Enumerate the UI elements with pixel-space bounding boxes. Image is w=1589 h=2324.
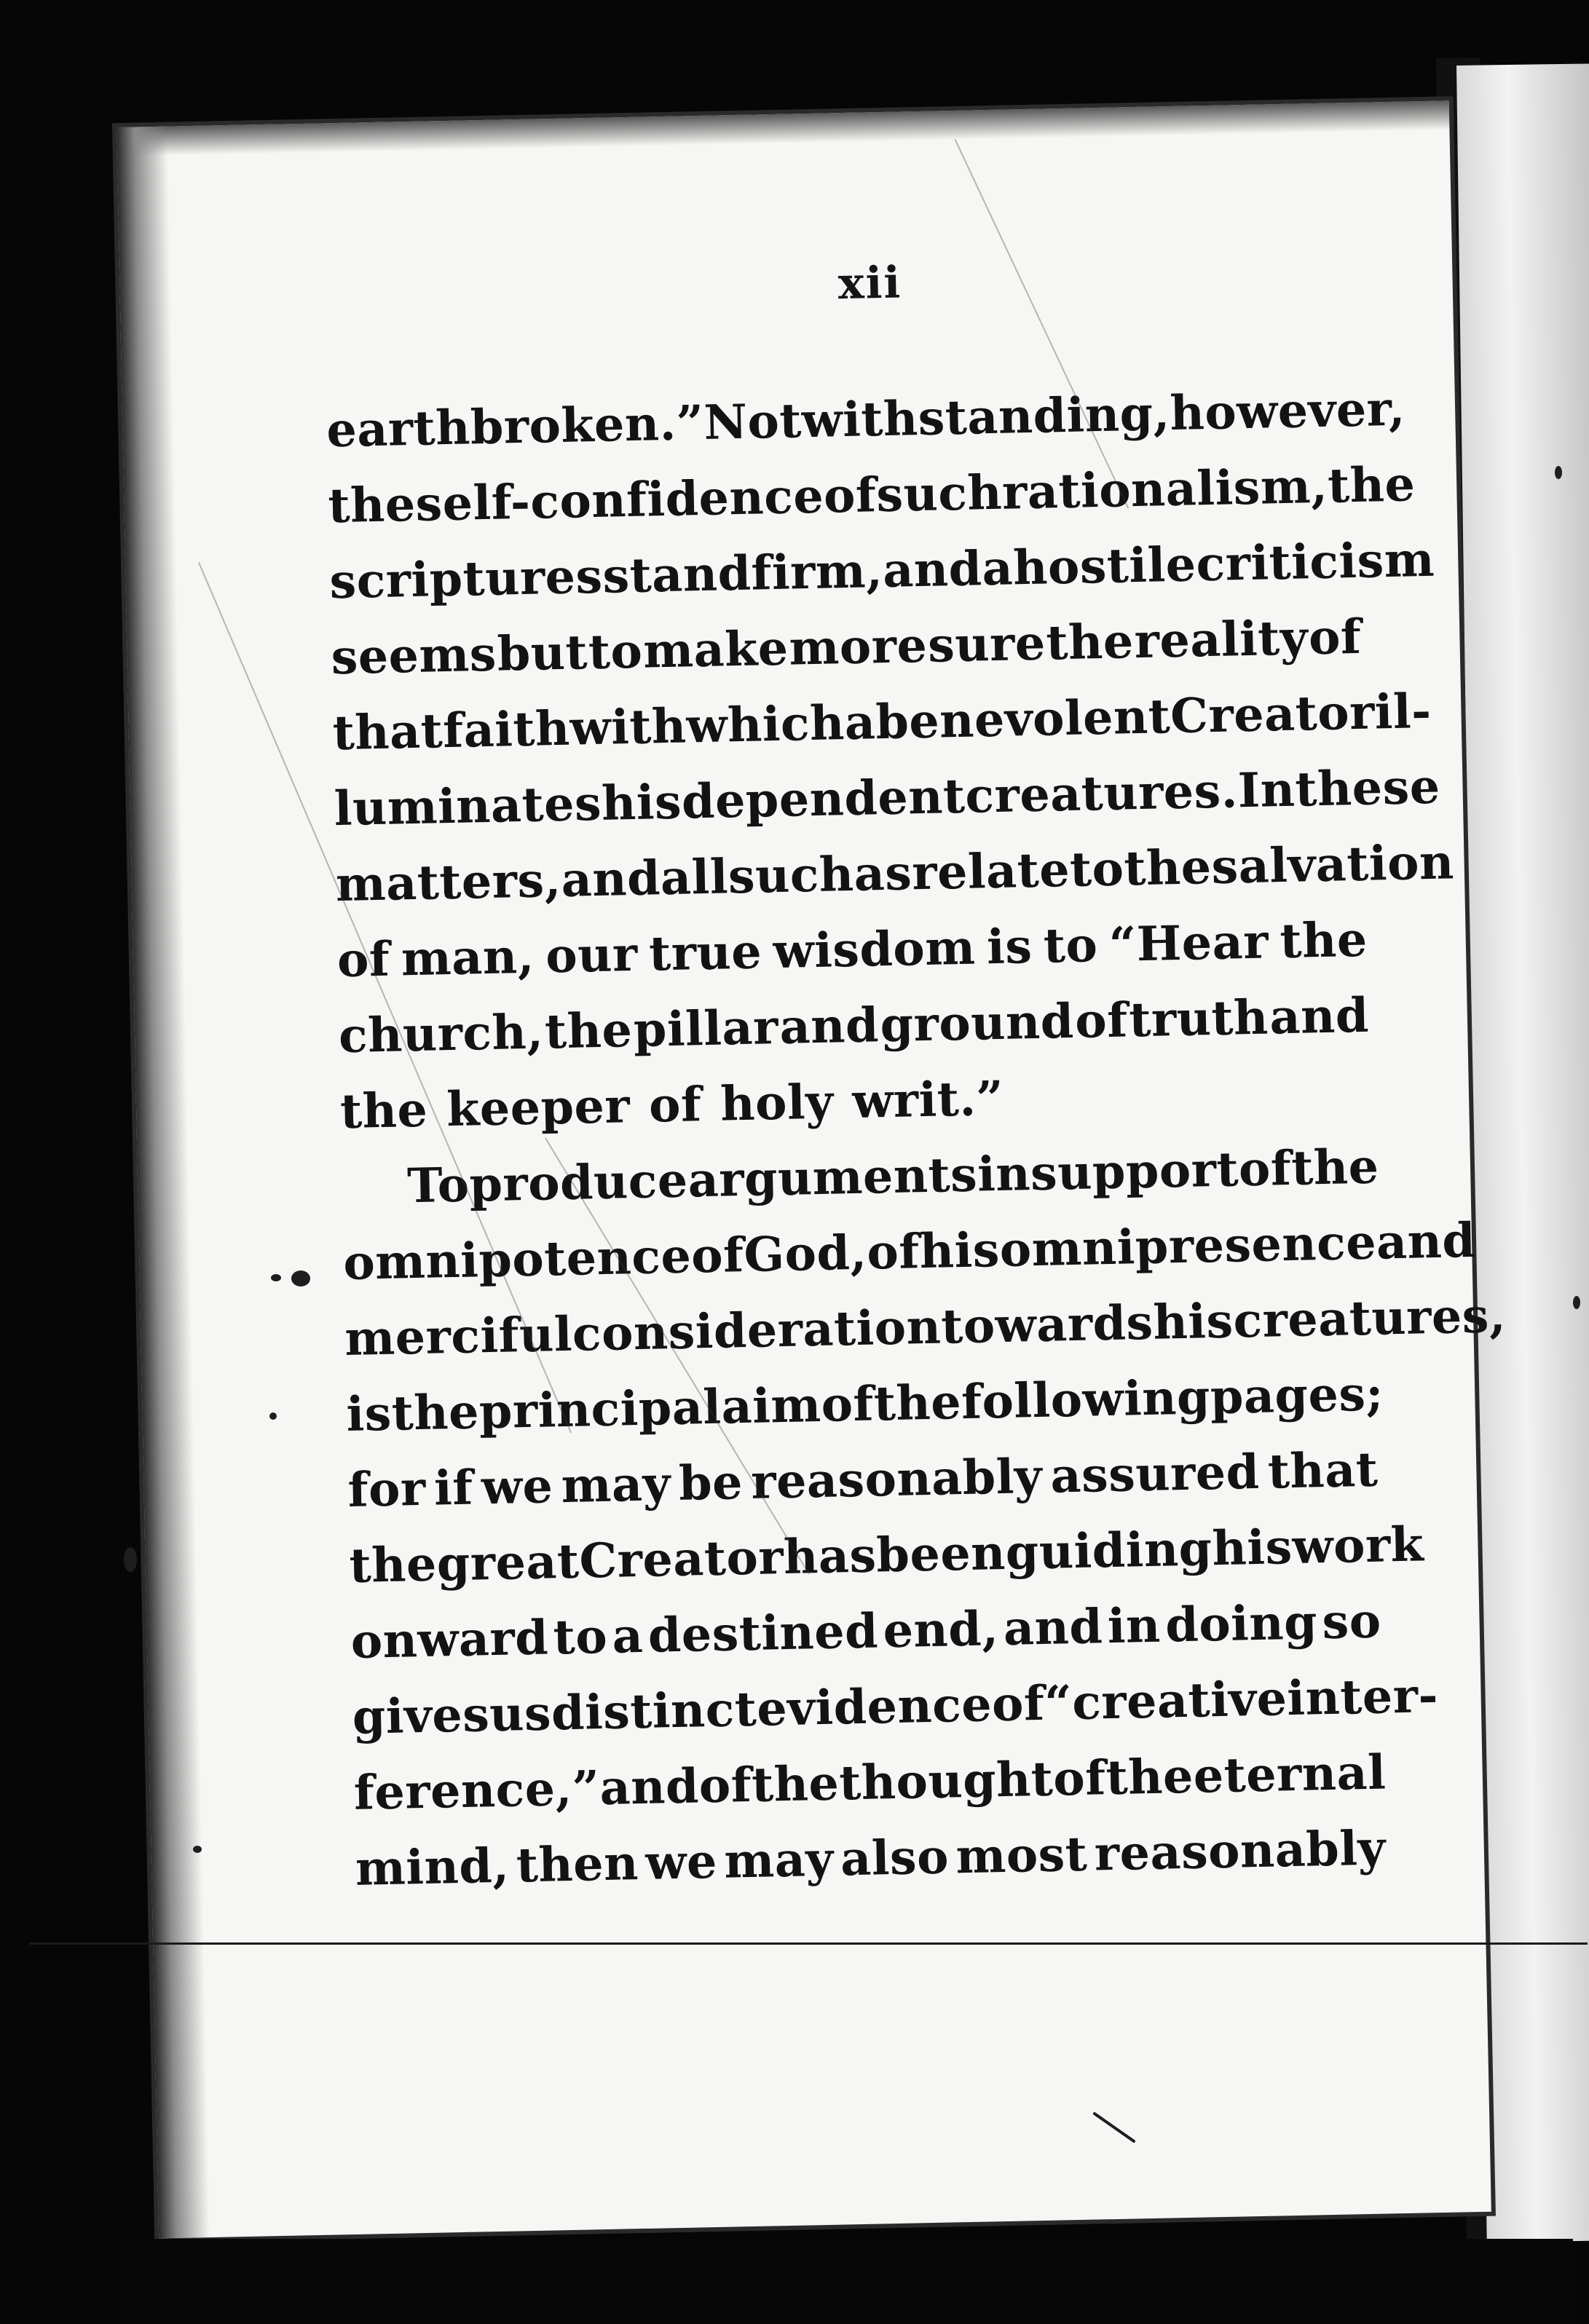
- word: to: [1043, 917, 1099, 974]
- scan-speck: [1573, 1296, 1580, 1309]
- word: ference,”: [353, 1760, 601, 1821]
- word: in: [977, 1146, 1031, 1203]
- word: wisdom: [772, 920, 977, 980]
- word: creatures.: [964, 763, 1239, 824]
- word: faith: [442, 700, 571, 759]
- word: distinct: [551, 1681, 758, 1742]
- scan-bottom-border: [117, 2239, 1573, 2324]
- word: but: [497, 625, 588, 682]
- word: eternal: [1193, 1744, 1387, 1804]
- word: of: [823, 467, 878, 524]
- word: also: [840, 1829, 950, 1887]
- word: firm,: [750, 543, 884, 601]
- word: the: [1045, 614, 1135, 671]
- word: and: [1269, 987, 1370, 1046]
- word: Creator: [578, 1530, 784, 1589]
- word: to: [1069, 841, 1125, 898]
- word: omnipresence: [999, 1214, 1377, 1278]
- word: we: [644, 1833, 718, 1891]
- scan-speck: [1555, 466, 1562, 479]
- word: which: [685, 695, 845, 754]
- word: matters,: [335, 852, 562, 913]
- word: his: [1152, 1293, 1234, 1351]
- word: as: [853, 845, 913, 902]
- word: produce: [468, 1153, 689, 1213]
- word: omnipotence: [342, 1228, 693, 1292]
- word: to: [552, 1608, 608, 1666]
- page-number: xii: [837, 257, 902, 310]
- word: be: [678, 1455, 744, 1511]
- word: writ.”: [851, 1070, 1005, 1129]
- scan-speck: [271, 1274, 281, 1281]
- word: keeper: [446, 1078, 631, 1138]
- word: broken.”: [470, 395, 705, 456]
- word: of: [991, 1675, 1046, 1733]
- scan-rule-line: [29, 1942, 1588, 1945]
- word: “Hear: [1108, 914, 1269, 973]
- word: man,: [401, 928, 535, 987]
- word: seems: [330, 626, 497, 686]
- word: great: [436, 1533, 580, 1592]
- word: work: [1291, 1517, 1424, 1575]
- word: such: [875, 465, 1003, 523]
- word: of: [1308, 609, 1363, 666]
- word: In: [1237, 762, 1296, 819]
- word: our: [545, 926, 639, 984]
- word: most: [955, 1826, 1088, 1885]
- word: criticism: [1195, 531, 1435, 593]
- word: relate: [911, 842, 1070, 901]
- word: the: [348, 1536, 438, 1594]
- word: self-confidence: [414, 468, 824, 532]
- word: a: [844, 695, 877, 751]
- word: the: [327, 476, 417, 534]
- word: salvation: [1210, 834, 1455, 896]
- word: a: [981, 540, 1014, 597]
- word: assured: [1049, 1444, 1261, 1504]
- word: reality: [1133, 610, 1309, 670]
- word: the: [1327, 456, 1416, 514]
- scan-speck: [291, 1270, 310, 1286]
- word: the: [751, 1755, 840, 1813]
- word: Creator: [1170, 684, 1376, 745]
- word: truth: [1128, 989, 1269, 1048]
- word: the: [873, 1375, 962, 1432]
- word: however,: [1169, 381, 1406, 442]
- word: onward: [350, 1610, 549, 1669]
- word: holy: [719, 1074, 835, 1132]
- word: may: [723, 1831, 835, 1889]
- word: hostile: [1012, 537, 1197, 596]
- scan-speck: [124, 1547, 137, 1572]
- word: of: [1074, 992, 1129, 1049]
- word: scriptures: [328, 548, 604, 610]
- word: the: [339, 1082, 429, 1140]
- word: and: [599, 1758, 700, 1817]
- word: evidence: [756, 1677, 993, 1737]
- word: and: [560, 850, 661, 908]
- word: may: [560, 1456, 671, 1514]
- word: consideration: [572, 1299, 942, 1362]
- word: and: [882, 541, 983, 598]
- word: of: [698, 1757, 752, 1814]
- word: is: [345, 1386, 393, 1443]
- word: a: [611, 1608, 644, 1664]
- word: the: [544, 1003, 633, 1060]
- word: with: [569, 698, 687, 756]
- word: more: [788, 617, 928, 676]
- word: these: [1294, 759, 1441, 818]
- scan-speck: [193, 1846, 202, 1853]
- word: the: [1290, 1139, 1380, 1196]
- page-top-edge: [117, 100, 1449, 157]
- word: end,: [882, 1601, 1000, 1659]
- word: the: [1279, 912, 1368, 970]
- word: then: [516, 1835, 639, 1894]
- word: gives: [352, 1687, 490, 1745]
- word: for: [347, 1461, 427, 1518]
- word: following: [961, 1370, 1211, 1431]
- scan-speck: [269, 1412, 277, 1420]
- word: ground: [879, 993, 1075, 1054]
- word: earth: [326, 400, 471, 459]
- book-page: [117, 100, 1507, 2238]
- word: that: [1267, 1442, 1379, 1500]
- word: pages;: [1210, 1366, 1384, 1426]
- word: pillar: [633, 1000, 779, 1058]
- word: towards: [940, 1295, 1154, 1355]
- word: church,: [338, 1004, 545, 1064]
- word: of: [820, 1376, 875, 1433]
- word: his: [919, 1222, 1001, 1280]
- word: all: [660, 849, 729, 906]
- word: us: [489, 1685, 552, 1743]
- word: inter-: [1286, 1668, 1439, 1727]
- word: the: [1105, 1748, 1194, 1806]
- word: of: [866, 1224, 920, 1281]
- page-gutter: [117, 127, 210, 2239]
- word: creatures,: [1232, 1288, 1507, 1349]
- word: been: [875, 1525, 1006, 1584]
- word: and: [1376, 1212, 1477, 1270]
- word: guiding: [1005, 1521, 1213, 1581]
- word: we: [481, 1458, 554, 1516]
- word: merciful: [344, 1306, 573, 1367]
- body-text: [326, 372, 1507, 1907]
- word: support: [1030, 1142, 1239, 1202]
- word: luminates: [334, 775, 602, 837]
- word: of: [648, 1077, 703, 1134]
- word: of: [690, 1228, 745, 1284]
- word: sure: [927, 615, 1046, 673]
- word: mind,: [355, 1838, 510, 1897]
- word: has: [783, 1527, 878, 1586]
- word: aim: [720, 1377, 822, 1435]
- word: To: [406, 1157, 470, 1214]
- word: thought: [838, 1751, 1054, 1811]
- word: Notwithstanding,: [703, 386, 1171, 451]
- word: is: [986, 918, 1033, 976]
- word: and: [778, 997, 880, 1055]
- word: that: [331, 703, 443, 762]
- word: rationalism,: [1001, 458, 1328, 521]
- word: in: [1107, 1597, 1162, 1655]
- word: and: [1003, 1599, 1103, 1656]
- word: doing: [1164, 1594, 1318, 1653]
- word: the: [1123, 839, 1213, 897]
- word: of: [336, 931, 391, 989]
- word: arguments: [687, 1147, 978, 1209]
- word: dependent: [681, 768, 966, 830]
- word: to: [588, 623, 644, 681]
- word: “creative: [1044, 1671, 1288, 1731]
- word: the: [391, 1384, 480, 1442]
- word: God,: [743, 1225, 868, 1284]
- word: so: [1321, 1593, 1382, 1651]
- word: principal: [478, 1379, 722, 1440]
- word: such: [728, 846, 855, 905]
- word: of: [1238, 1140, 1293, 1198]
- word: benevolent: [875, 689, 1171, 751]
- word: his: [601, 774, 682, 831]
- word: il-: [1373, 683, 1432, 740]
- word: stand: [602, 545, 752, 604]
- word: his: [1211, 1519, 1293, 1577]
- word: if: [433, 1460, 474, 1517]
- word: true: [648, 924, 762, 982]
- word: of: [1052, 1750, 1107, 1807]
- word: destined: [647, 1603, 879, 1664]
- word: make: [642, 620, 789, 679]
- word: reasonably: [1094, 1820, 1387, 1882]
- word: reasonably: [750, 1448, 1043, 1510]
